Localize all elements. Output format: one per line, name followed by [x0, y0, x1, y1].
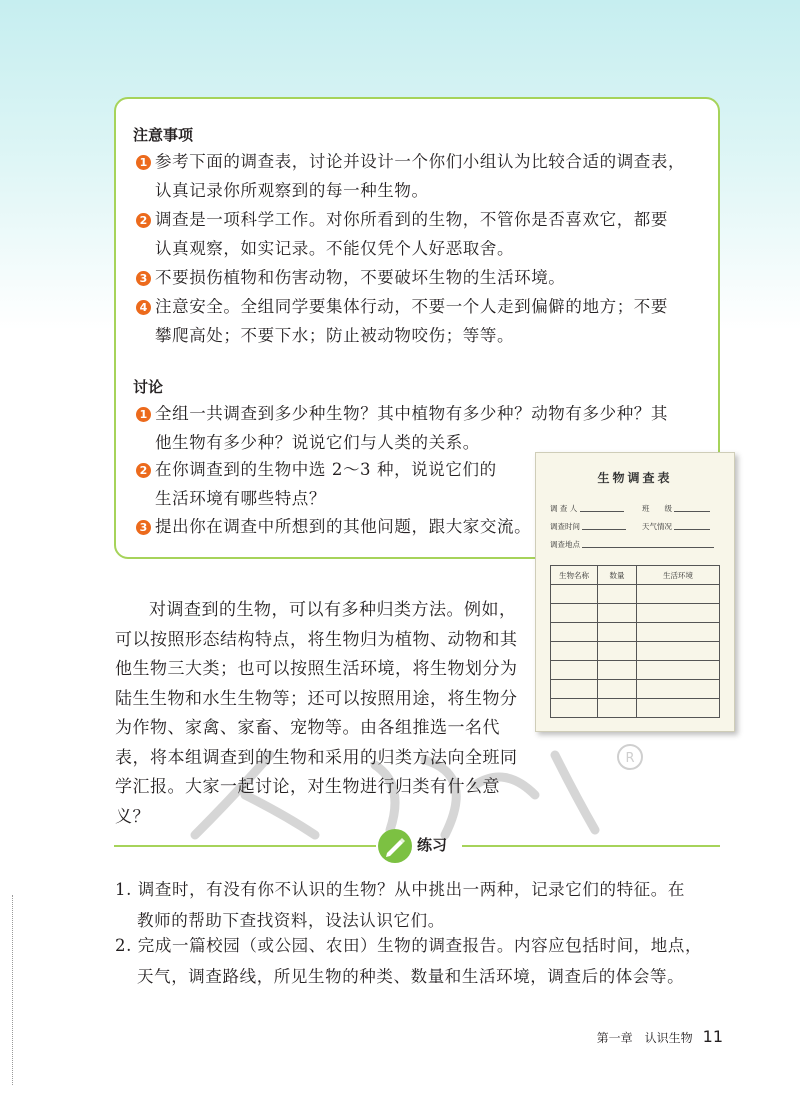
exercise-title: 练习: [417, 836, 448, 854]
discussion-item-1: 1 全组一共调查到多少种生物？其中植物有多少种？动物有多少种？其 他生物有多少种？说说它们与人类的关系。: [136, 399, 668, 457]
table-row: [551, 642, 720, 661]
body-paragraph: 对调查到的生物，可以有多种归类方法。例如，可以按照形态结构特点，将生物归为植物、动物和其他生物三大类；也可以按照生活环境，将生物划分为陆生生物和水生生物等；还可以按照用途，将生物分为作物、家禽、家畜、宠物等。由各组推选一名代表，将本组调查到的生物和采用的归类方法向全班同学汇报。大家一起讨论，对生物进行归类有什么意义？: [115, 600, 518, 827]
divider: [114, 845, 376, 847]
number-badge-icon: 2: [136, 463, 151, 478]
table-row: [551, 585, 720, 604]
discussion-item-3: 3 提出你在调查中所想到的其他问题，跟大家交流。: [136, 512, 531, 541]
note-item-4: 4 注意安全。全组同学要集体行动，不要一个人走到偏僻的地方；不要 攀爬高处；不要下水；防止被动物咬伤；等等。: [136, 292, 668, 350]
table-row: [551, 661, 720, 680]
page-number: 11: [702, 1027, 723, 1046]
page-edge-rule: [12, 895, 13, 1085]
exercise-item-2: 2. 完成一篇校园（或公园、农田）生物的调查报告。内容应包括时间，地点， 天气，调查路线，所见生物的种类、数量和生活环境，调查后的体会等。: [115, 936, 703, 986]
number-badge-icon: 3: [136, 271, 151, 286]
chapter-label: 第一章 认识生物: [596, 1031, 693, 1045]
pencil-icon: [378, 829, 412, 863]
number-badge-icon: 3: [136, 520, 151, 535]
investigator-field: 调 查 人: [550, 503, 624, 514]
survey-form-title: 生物调查表: [597, 471, 673, 485]
class-field: 班 级: [642, 503, 710, 514]
divider: [462, 845, 720, 847]
table-header: 生物名称: [551, 566, 598, 585]
survey-table: [550, 565, 720, 718]
number-badge-icon: 2: [136, 213, 151, 228]
table-header: 数量: [598, 566, 637, 585]
number-badge-icon: 1: [136, 407, 151, 422]
discussion-title: 讨论: [133, 378, 164, 396]
table-header: 生活环境: [637, 566, 720, 585]
table-row: [551, 680, 720, 699]
notes-title: 注意事项: [133, 126, 194, 144]
discussion-item-2: 2 在你调查到的生物中选 2～3 种，说说它们的 生活环境有哪些特点？: [136, 455, 497, 513]
survey-form-card: [535, 452, 735, 732]
table-row: [551, 623, 720, 642]
svg-text:R: R: [625, 751, 635, 766]
page-footer: [0, 1027, 723, 1046]
exercise-item-1: 1. 调查时，有没有你不认识的生物？从中挑出一两种，记录它们的特征。在 教师的帮助下查找资料，设法认识它们。: [115, 880, 685, 930]
weather-field: 天气情况: [642, 521, 710, 532]
table-row: [551, 604, 720, 623]
note-item-3: 3 不要损伤植物和伤害动物，不要破坏生物的生活环境。: [136, 263, 565, 292]
place-field: 调查地点: [550, 539, 714, 550]
note-item-1: 1 参考下面的调查表，讨论并设计一个你们小组认为比较合适的调查表， 认真记录你所观察到的每一种生物。: [136, 147, 685, 205]
note-item-2: 2 调查是一项科学工作。对你所看到的生物，不管你是否喜欢它，都要 认真观察，如实记录。不能仅凭个人好恶取舍。: [136, 205, 668, 263]
time-field: 调查时间: [550, 521, 626, 532]
number-badge-icon: 1: [136, 155, 151, 170]
number-badge-icon: 4: [136, 300, 151, 315]
table-row: [551, 699, 720, 718]
